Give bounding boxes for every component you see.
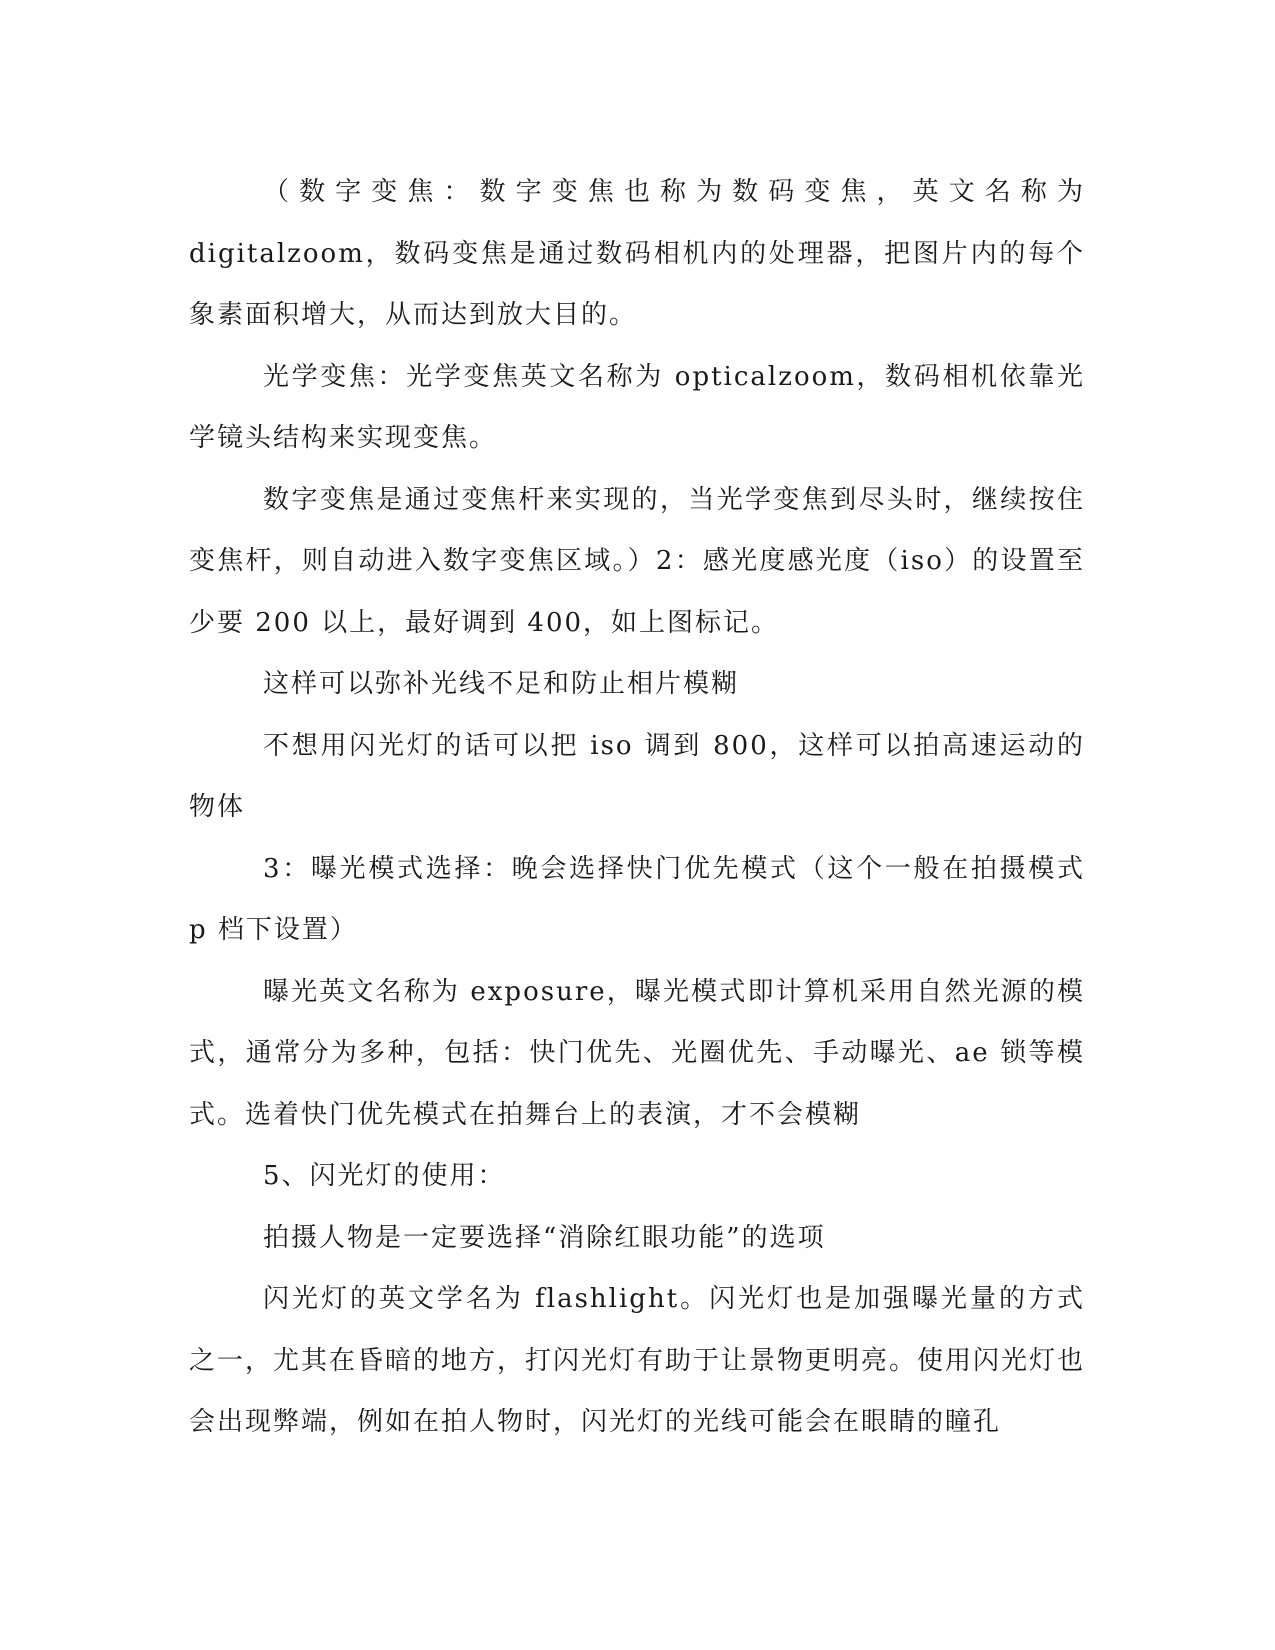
paragraph-exposure-mode: 3：曝光模式选择：晚会选择快门优先模式（这个一般在拍摄模式 p 档下设置） bbox=[189, 853, 1085, 945]
paragraph-optical-zoom: 光学变焦：光学变焦英文名称为 opticalzoom，数码相机依靠光学镜头结构来实现变焦。 bbox=[189, 361, 1085, 453]
paragraph-flash-heading: 5、闪光灯的使用： bbox=[263, 1161, 506, 1191]
paragraph-exposure-definition: 曝光英文名称为 exposure，曝光模式即计算机采用自然光源的模式，通常分为多种，包括：快门优先、光圈优先、手动曝光、ae 锁等模式。选着快门优先模式在拍舞台上的表演，才不会模糊 bbox=[189, 976, 1085, 1130]
paragraph-iso-800: 不想用闪光灯的话可以把 iso 调到 800，这样可以拍高速运动的物体 bbox=[189, 730, 1085, 822]
paragraph-red-eye: 拍摄人物是一定要选择“消除红眼功能”的选项 bbox=[263, 1222, 826, 1253]
paragraph-flashlight: 闪光灯的英文学名为 flashlight。闪光灯也是加强曝光量的方式之一，尤其在昏暗的地方，打闪光灯有助于让景物更明亮。使用闪光灯也会出现弊端，例如在拍人物时，闪光灯的光线可能会在眼睛的瞳孔 bbox=[189, 1284, 1086, 1437]
paragraph-low-light: 这样可以弥补光线不足和防止相片模糊 bbox=[263, 669, 740, 699]
paragraph-digital-zoom: （数字变焦：数字变焦也称为数码变焦，英文名称为 digitalzoom，数码变焦是通过数码相机内的处理器，把图片内的每个象素面积增大，从而达到放大目的。 bbox=[189, 177, 1085, 330]
document-body bbox=[189, 162, 1085, 1454]
paragraph-zoom-lever-iso: 数字变焦是通过变焦杆来实现的，当光学变焦到尽头时，继续按住变焦杆，则自动进入数字变焦区域。）2：感光度感光度（iso）的设置至少要 200 以上，最好调到 400，如上图标记。 bbox=[189, 484, 1085, 638]
